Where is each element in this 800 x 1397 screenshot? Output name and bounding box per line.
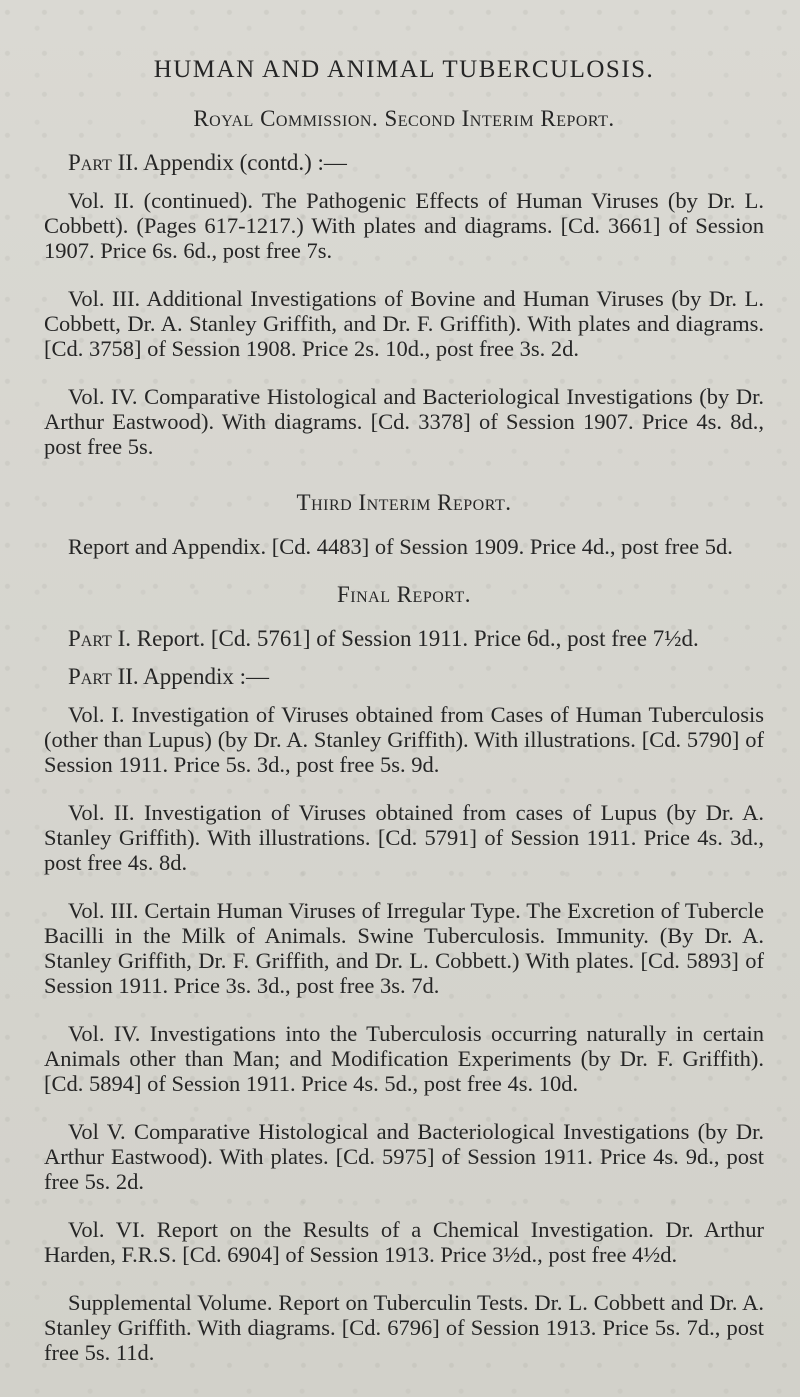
part-text: Report. [Cd. 5761] of Session 1911. Price 6d., post free 7½d. [136, 626, 699, 651]
entry-final-vol-5: Vol V. Comparative Histological and Bacteriological Investigations (by Dr. Arthur Eastwood). With plates. [Cd. 5975] of Session 1911. Price 4s. 9d., post free 5s. 2d. [44, 1119, 764, 1194]
part-label: Part II. [68, 664, 139, 689]
second-interim-part [68, 150, 764, 176]
final-report-heading: Final Report. [336, 582, 472, 607]
entry-vol-3: Vol. III. Additional Investigations of Bovine and Human Viruses (by Dr. L. Cobbett, Dr. A. Stanley Griffith, and Dr. F. Griffith). With plates and diagrams. [Cd. 3758] of Session 1908. Price 2s. 10d., post free 3s. 2d. [44, 286, 764, 361]
entry-vol-4: Vol. IV. Comparative Histological and Bacteriological Investigations (by Dr. Arthur Eastwood). With diagrams. [Cd. 3378] of Session 1907. Price 4s. 8d., post free 5s. [44, 384, 764, 459]
part-label: Part II. [68, 150, 139, 175]
entry-final-vol-2: Vol. II. Investigation of Viruses obtained from cases of Lupus (by Dr. A. Stanley Griffith). With illustrations. [Cd. 5791] of Session 1911. Price 4s. 3d., post free 4s. 8d. [44, 800, 764, 875]
second-interim-heading: Royal Commission. Second Interim Report. [193, 106, 615, 131]
entry-final-vol-4: Vol. IV. Investigations into the Tuberculosis occurring naturally in certain Animals other than Man; and Modification Experiments (by Dr. F. Griffith). [Cd. 5894] of Session 1911. Price 4s. 5d., post free 4s. 10d. [44, 1021, 764, 1096]
third-interim-heading: Third Interim Report. [296, 490, 512, 515]
entry-final-vol-6: Vol. VI. Report on the Results of a Chemical Investigation. Dr. Arthur Harden, F.R.S. [Cd. 6904] of Session 1913. Price 3½d., post free 4½d. [44, 1217, 764, 1267]
part-text: Appendix (contd.) :— [143, 150, 347, 175]
entry-supplemental-volume: Supplemental Volume. Report on Tuberculin Tests. Dr. L. Cobbett and Dr. A. Stanley Griffith. With diagrams. [Cd. 6796] of Session 1913. Price 5s. 7d., post free 5s. 11d. [44, 1290, 764, 1365]
entry-final-vol-3: Vol. III. Certain Human Viruses of Irregular Type. The Excretion of Tubercle Bacilli in the Milk of Animals. Swine Tuberculosis. Immunity. (By Dr. A. Stanley Griffith, Dr. F. Griffith, and Dr. L. Cobbett.) With plates. [Cd. 5893] of Session 1911. Price 3s. 3d., post free 3s. 7d. [44, 898, 764, 998]
final-part-1 [68, 626, 764, 652]
entry-third-interim-report: Report and Appendix. [Cd. 4483] of Session 1909. Price 4d., post free 5d. [68, 534, 733, 559]
entry-final-vol-1: Vol. I. Investigation of Viruses obtained from Cases of Human Tuberculosis (other than Lupus) (by Dr. A. Stanley Griffith). With illustrations. [Cd. 5790] of Session 1911. Price 5s. 3d., post free 5s. 9d. [44, 702, 764, 777]
entry-vol-2-continued: Vol. II. (continued). The Pathogenic Effects of Human Viruses (by Dr. L. Cobbett). (Pages 617-1217.) With plates and diagrams. [Cd. 3661] of Session 1907. Price 6s. 6d., post free 7s. [44, 188, 764, 263]
part-text: Appendix :— [143, 664, 269, 689]
part-label: Part I. [68, 626, 131, 651]
final-part-2 [68, 664, 764, 690]
page-title: HUMAN AND ANIMAL TUBERCULOSIS. [153, 56, 655, 83]
